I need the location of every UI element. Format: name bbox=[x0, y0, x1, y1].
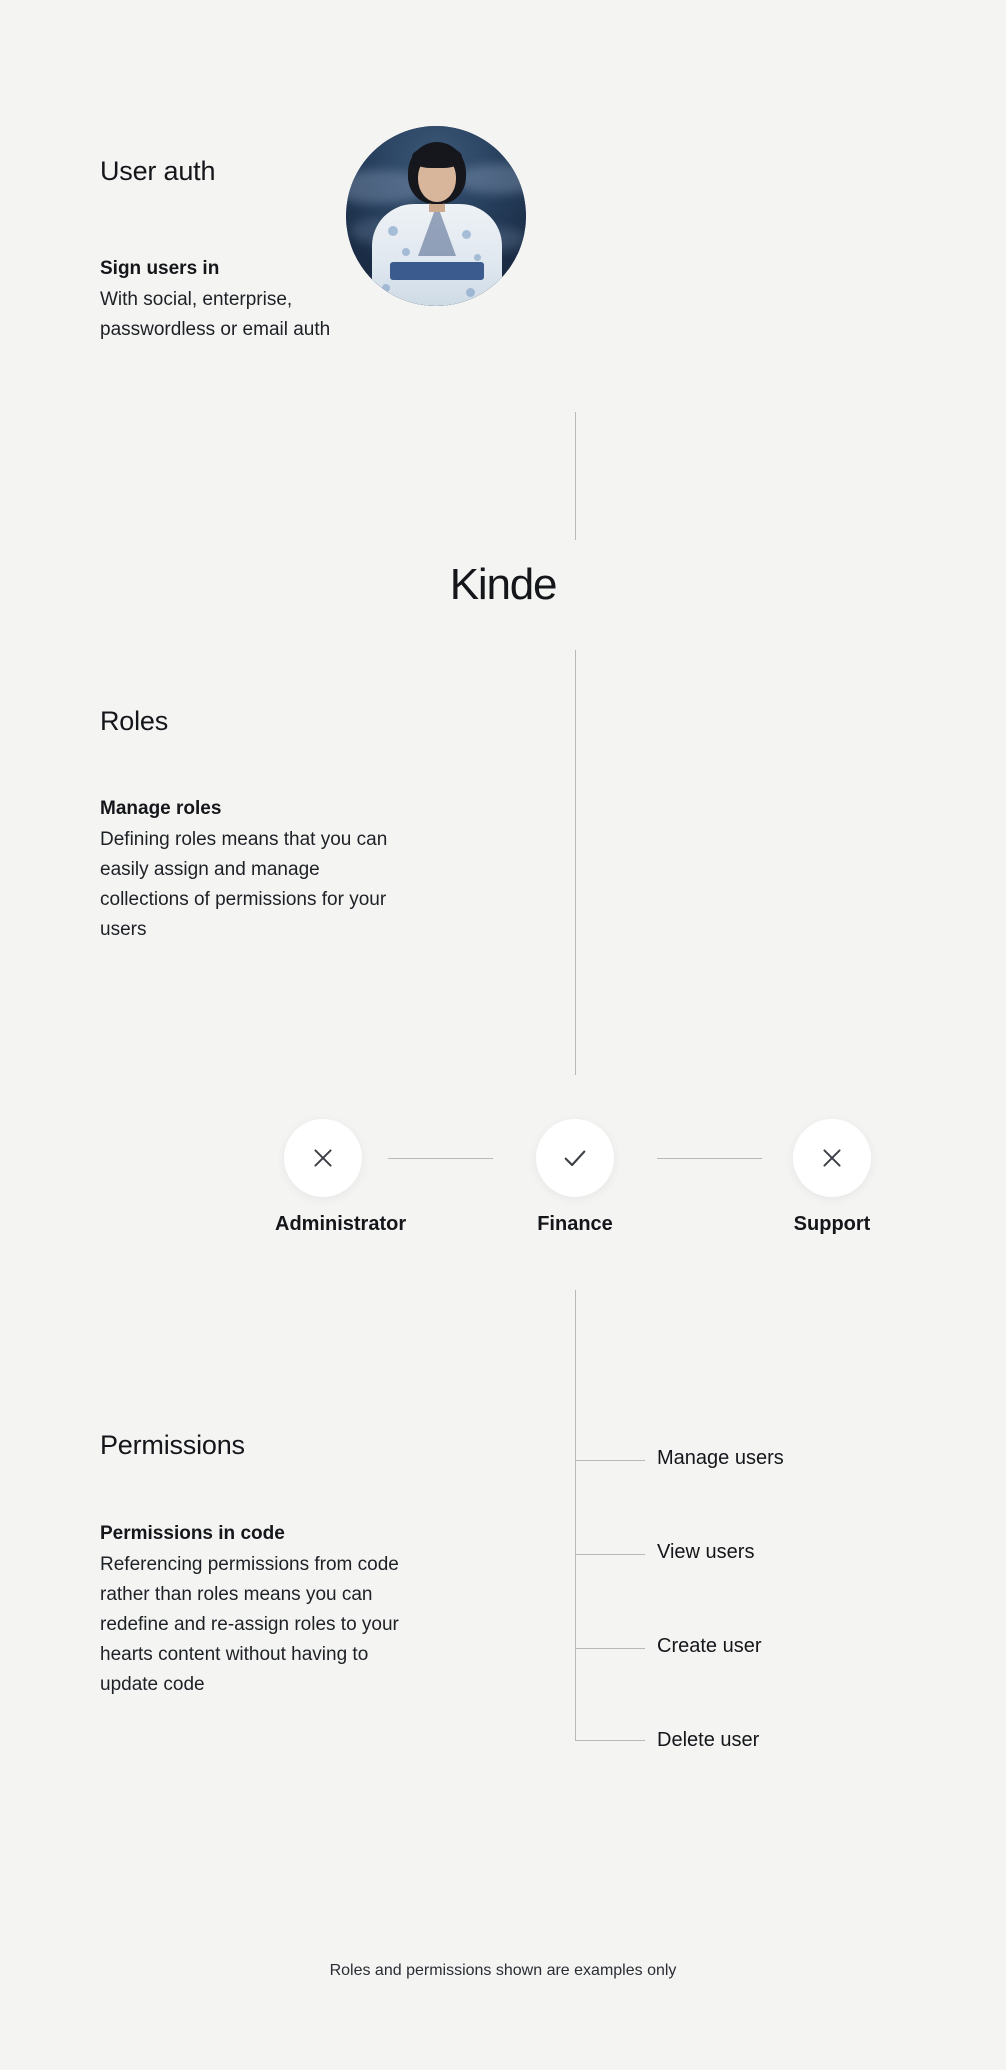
role-node-administrator[interactable] bbox=[275, 1119, 407, 1236]
role-label-administrator: Administrator bbox=[275, 1213, 407, 1235]
floral-motif bbox=[402, 248, 410, 256]
connector-permission-view-users bbox=[575, 1554, 645, 1555]
avatar-robe bbox=[372, 204, 502, 306]
role-circle-support[interactable] bbox=[793, 1119, 871, 1197]
blurb-body-permissions: Referencing permissions from code rather than roles means you can redefine and re-assign roles to your hearts content without having to update code bbox=[100, 1554, 399, 1695]
permission-item-delete-user[interactable]: Delete user bbox=[657, 1729, 760, 1751]
avatar-sash bbox=[390, 262, 484, 280]
footnote-text: Roles and permissions shown are examples only bbox=[329, 1962, 677, 1979]
role-circle-administrator[interactable] bbox=[284, 1119, 362, 1197]
role-node-support[interactable] bbox=[784, 1119, 880, 1236]
role-label-finance: Finance bbox=[537, 1213, 613, 1235]
brand-wordmark: Kinde bbox=[449, 560, 557, 609]
floral-motif bbox=[388, 226, 398, 236]
user-avatar-image bbox=[346, 126, 526, 306]
role-label-support: Support bbox=[793, 1213, 871, 1235]
permission-item-manage-users[interactable]: Manage users bbox=[657, 1447, 784, 1469]
floral-motif bbox=[462, 230, 471, 239]
blurb-head-permissions: Permissions in code bbox=[100, 1523, 285, 1544]
floral-motif bbox=[382, 284, 390, 292]
blurb-body-user-auth: With social, enterprise, passwordless or email auth bbox=[100, 289, 331, 340]
check-icon bbox=[561, 1144, 589, 1172]
floral-motif bbox=[474, 254, 481, 261]
blurb-roles bbox=[100, 795, 410, 945]
connector-permission-delete-user bbox=[575, 1740, 645, 1741]
permission-item-view-users[interactable]: View users bbox=[657, 1541, 755, 1563]
role-circle-finance[interactable] bbox=[536, 1119, 614, 1197]
blurb-body-roles: Defining roles means that you can easily assign and manage collections of permissions for your users bbox=[100, 829, 388, 940]
blurb-head-roles: Manage roles bbox=[100, 798, 222, 819]
section-title-roles: Roles bbox=[100, 706, 169, 736]
permission-item-create-user[interactable]: Create user bbox=[657, 1635, 762, 1657]
section-title-user-auth: User auth bbox=[100, 156, 216, 186]
close-icon bbox=[819, 1145, 845, 1171]
connector-permission-create-user bbox=[575, 1648, 645, 1649]
connector-brand-to-roles bbox=[575, 650, 576, 1075]
connector-finance-to-support bbox=[657, 1158, 762, 1159]
connector-administrator-to-finance bbox=[388, 1158, 493, 1159]
blurb-head-user-auth: Sign users in bbox=[100, 258, 220, 279]
connector-permission-manage-users bbox=[575, 1460, 645, 1461]
blurb-permissions bbox=[100, 1520, 410, 1700]
section-title-permissions: Permissions bbox=[100, 1430, 245, 1460]
avatar-fringe bbox=[412, 146, 462, 168]
connector-finance-to-permissions bbox=[575, 1290, 576, 1740]
role-node-finance[interactable] bbox=[527, 1119, 623, 1236]
connector-avatar-to-brand bbox=[575, 412, 576, 540]
floral-motif bbox=[466, 288, 475, 297]
close-icon bbox=[310, 1145, 336, 1171]
